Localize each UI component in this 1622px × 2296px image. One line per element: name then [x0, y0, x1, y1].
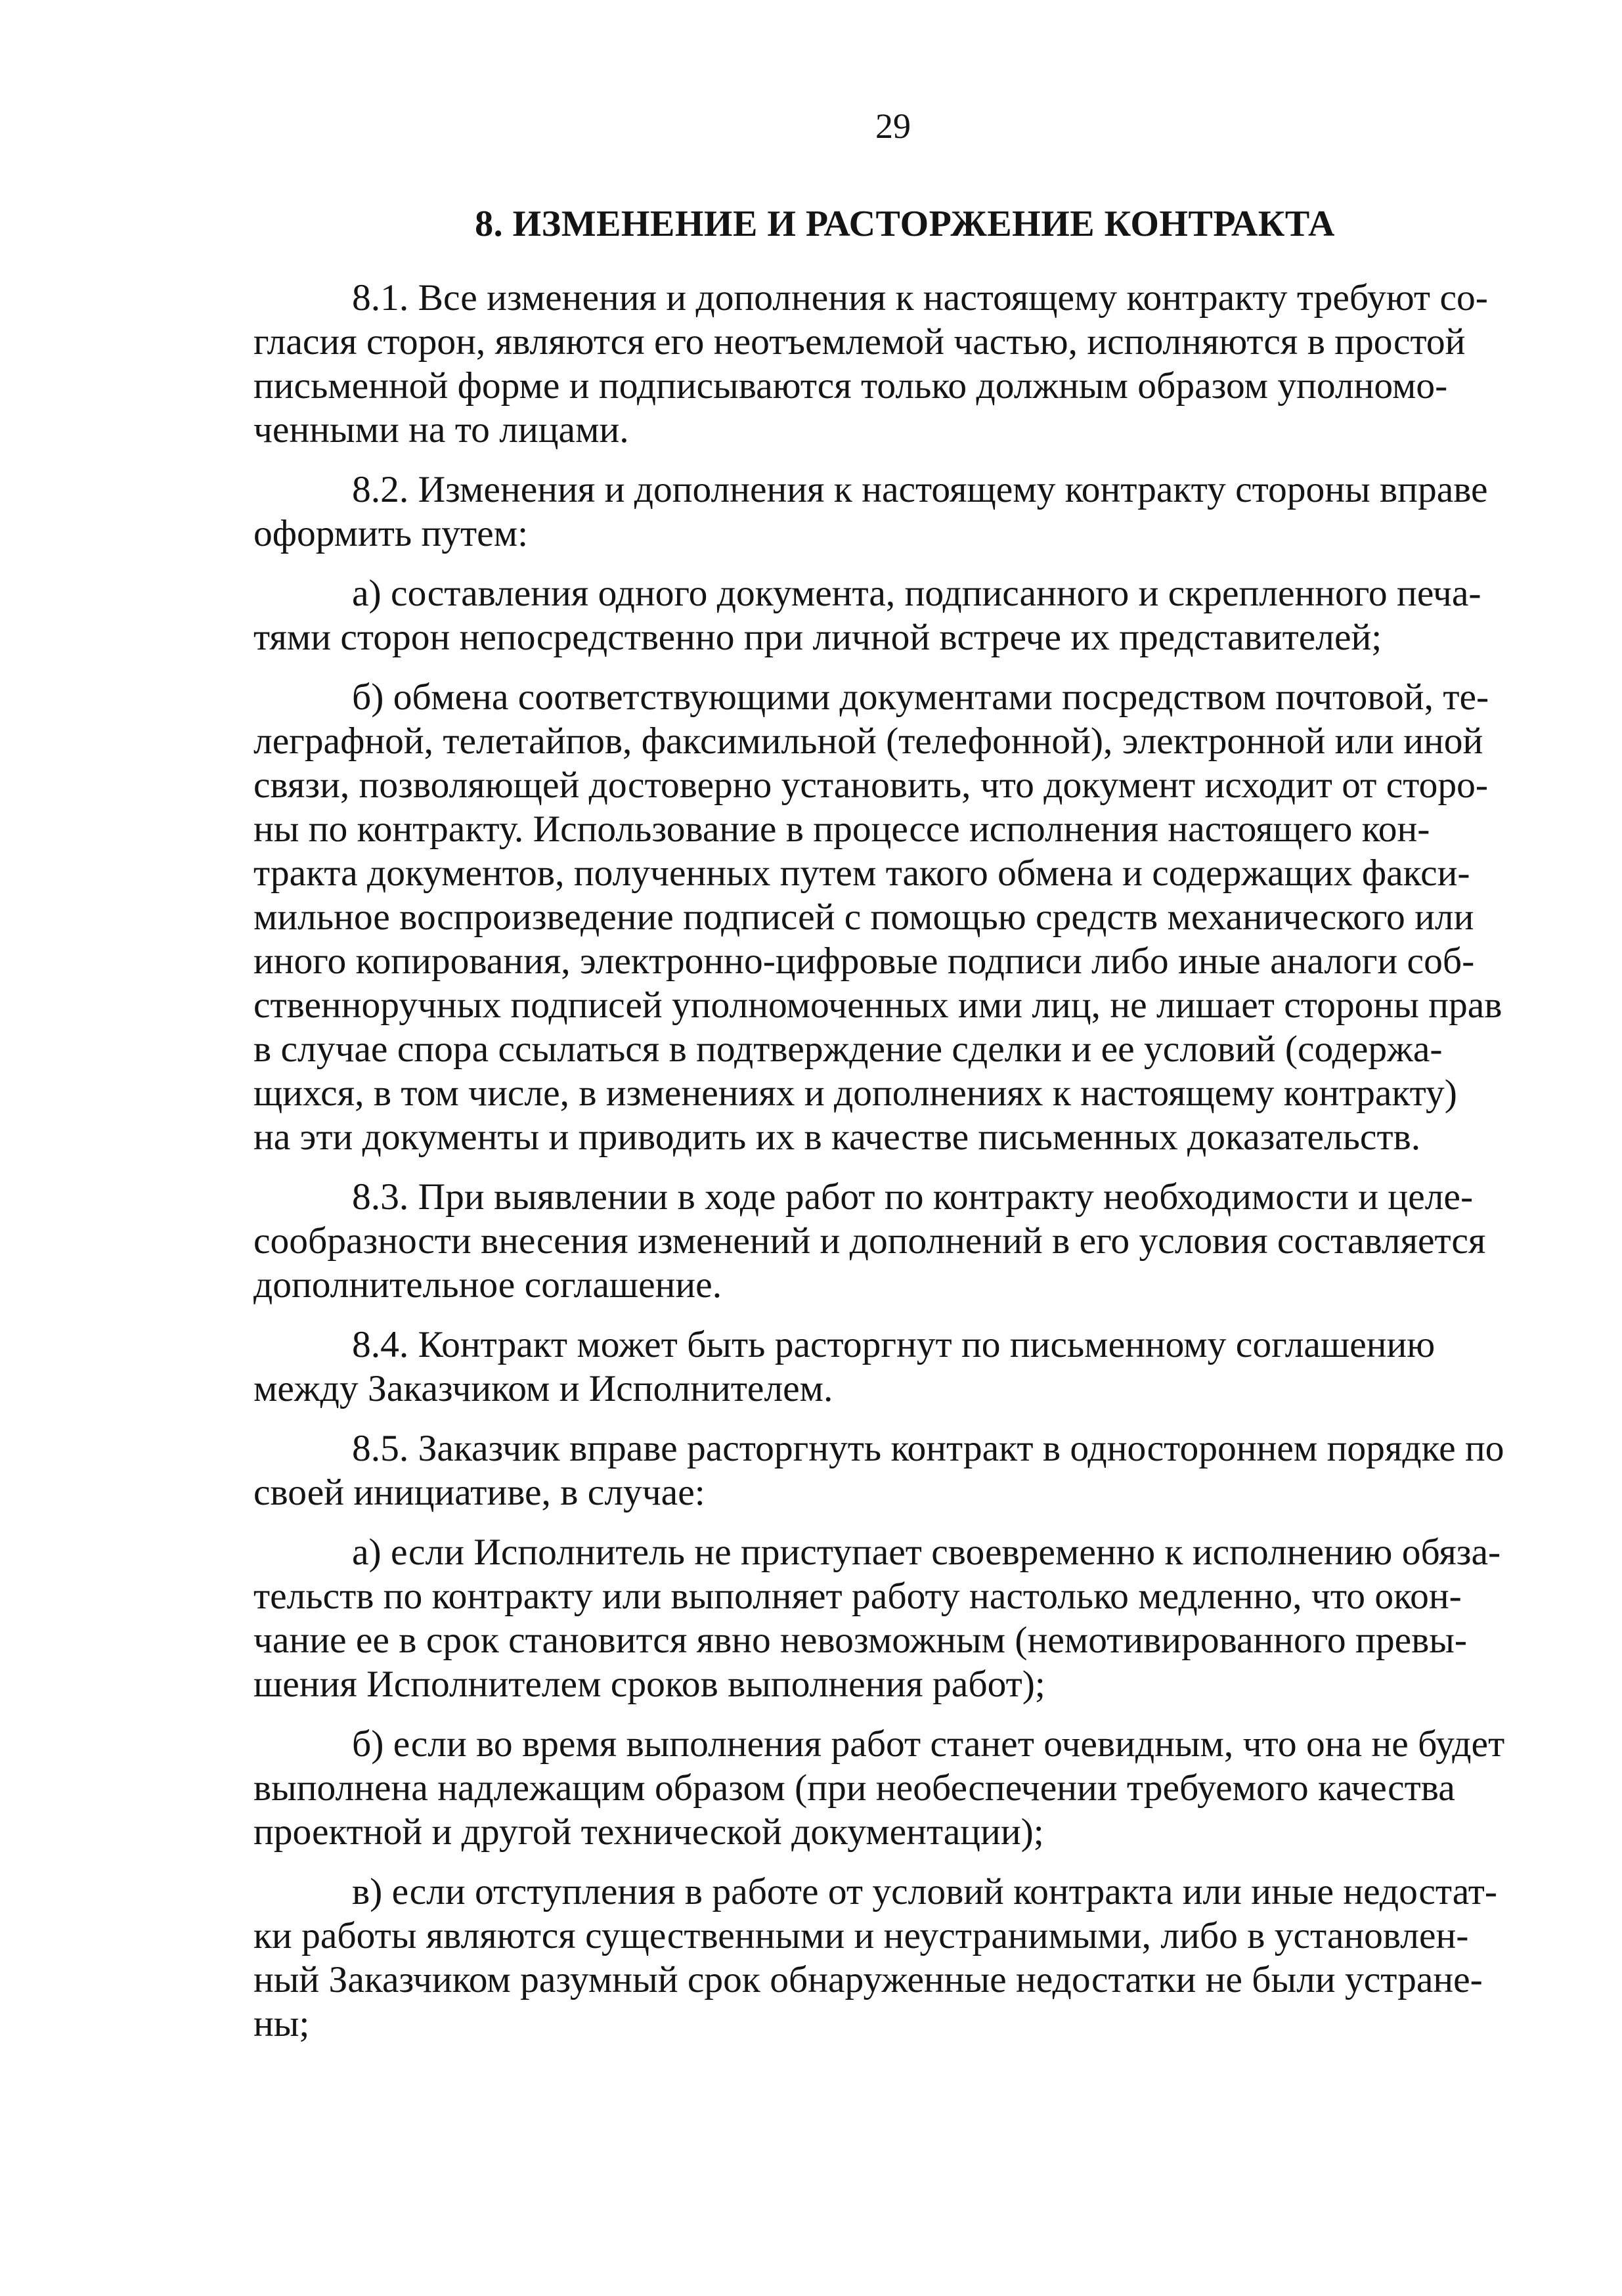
text-line: 8.3. При выявлении в ходе работ по контракту необходимости и целе- [352, 1176, 1474, 1218]
text-line: тельств по контракту или выполняет работу настолько медленно, что окон- [253, 1576, 1462, 1617]
text-line: дополнительное соглашение. [253, 1264, 722, 1306]
text-line: своей инициативе, в случае: [253, 1472, 705, 1513]
text-line: 8.1. Все изменения и дополнения к настоящему контракту требуют со- [352, 277, 1488, 319]
text-line: б) обмена соответствующими документами посредством почтовой, те- [352, 676, 1489, 718]
text-line: 8.5. Заказчик вправе расторгнуть контракт в одностороннем порядке по [352, 1428, 1504, 1469]
text-line: ственноручных подписей уполномоченных ими лиц, не лишает стороны прав [253, 984, 1502, 1026]
text-line: ны по контракту. Использование в процессе исполнения настоящего кон- [253, 808, 1430, 850]
text-line: 8.2. Изменения и дополнения к настоящему контракту стороны вправе [352, 469, 1488, 510]
text-line: оформить путем: [253, 513, 529, 554]
paragraph-8-2 [253, 468, 1542, 556]
text-line: ный Заказчиком разумный срок обнаруженные недостатки не были устране- [253, 1959, 1483, 2000]
text-line: чание ее в срок становится явно невозможным (немотивированного превы- [253, 1620, 1468, 1661]
text-line: на эти документы и приводить их в качестве письменных доказательств. [253, 1116, 1421, 1158]
text-line: сообразности внесения изменений и дополнений в его условия составляется [253, 1220, 1486, 1262]
text-line: выполнена надлежащим образом (при необеспечении требуемого качества [253, 1767, 1455, 1809]
paragraph-8-3 [253, 1175, 1542, 1307]
text-line: иного копирования, электронно-цифровые подписи либо иные аналоги соб- [253, 940, 1475, 982]
paragraph-8-2-b [253, 675, 1542, 1159]
text-line: в) если отступления в работе от условий контракта или иные недостат- [352, 1871, 1498, 1912]
text-line: ки работы являются существенными и неустранимыми, либо в установлен- [253, 1915, 1469, 1956]
paragraph-8-1 [253, 276, 1542, 452]
text-line: между Заказчиком и Исполнителем. [253, 1368, 833, 1409]
paragraph-8-4 [253, 1323, 1542, 1411]
text-line: гласия сторон, являются его неотъемлемой частью, исполняются в простой [253, 321, 1466, 363]
paragraph-8-5 [253, 1426, 1542, 1514]
text-line: б) если во время выполнения работ станет очевидным, что она не будет [352, 1723, 1505, 1765]
paragraph-8-5-a [253, 1530, 1542, 1706]
text-line: связи, позволяющей достоверно установить, что документ исходит от сторо- [253, 764, 1489, 806]
text-line: щихся, в том числе, в изменениях и дополнениях к настоящему контракту) [253, 1072, 1457, 1114]
paragraph-8-5-b [253, 1722, 1542, 1854]
text-line: а) если Исполнитель не приступает своевременно к исполнению обяза- [352, 1532, 1501, 1573]
text-line: 8.4. Контракт может быть расторгнут по письменному соглашению [352, 1324, 1436, 1365]
text-line: мильное воспроизведение подписей с помощью средств механического или [253, 896, 1474, 938]
text-line: а) составления одного документа, подписанного и скрепленного печа- [352, 573, 1481, 614]
text-line: шения Исполнителем сроков выполнения работ); [253, 1664, 1045, 1705]
paragraph-8-5-v [253, 1870, 1542, 2046]
text-line: тями сторон непосредственно при личной встрече их представителей; [253, 617, 1382, 658]
text-line: ченными на то лицами. [253, 409, 629, 451]
text-line: в случае спора ссылаться в подтверждение сделки и ее условий (содержа- [253, 1028, 1443, 1070]
text-line: ны; [253, 2003, 310, 2044]
text-line: леграфной, телетайпов, факсимильной (телефонной), электронной или иной [253, 720, 1483, 762]
text-line: письменной форме и подписываются только должным образом уполномо- [253, 365, 1448, 407]
document-body [253, 276, 1542, 2062]
page-number: 29 [875, 106, 911, 146]
text-line: тракта документов, полученных путем такого обмена и содержащих факси- [253, 852, 1470, 894]
paragraph-8-2-a [253, 571, 1542, 659]
section-heading: 8. ИЗМЕНЕНИЕ И РАСТОРЖЕНИЕ КОНТРАКТА [475, 204, 1335, 244]
text-line: проектной и другой технической документации); [253, 1811, 1044, 1853]
